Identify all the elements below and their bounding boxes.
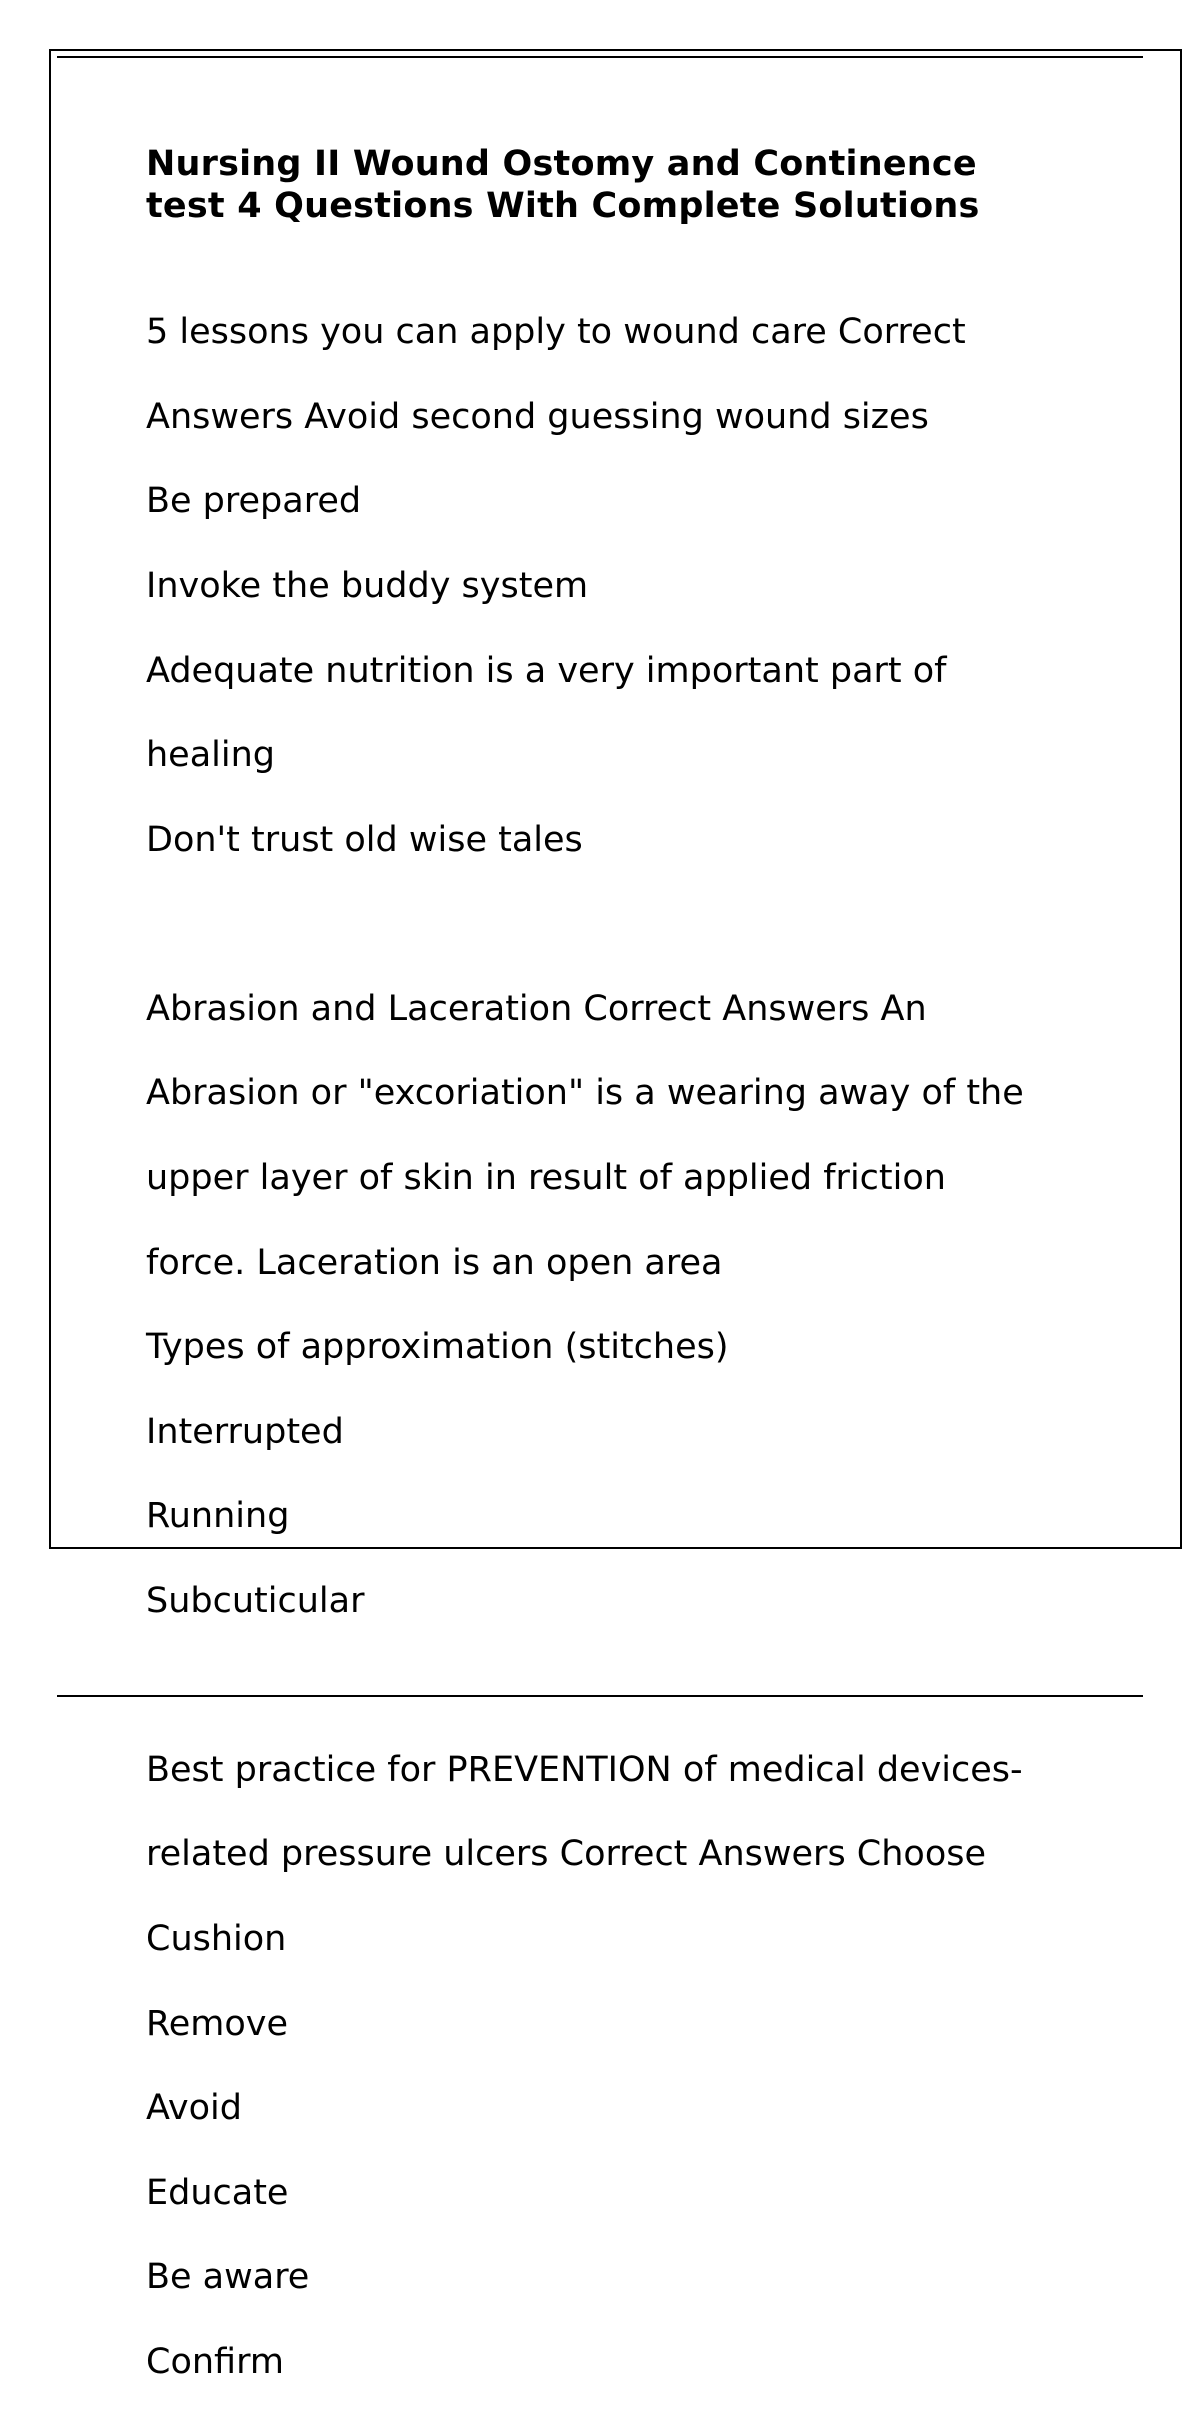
entry-line: upper layer of skin in result of applied friction	[146, 1157, 946, 1198]
entry-line: Types of approximation (stitches)	[146, 1327, 729, 1368]
entry-line: Educate	[146, 2172, 289, 2213]
entry-line: Invoke the buddy system	[146, 566, 589, 607]
document-content	[146, 143, 1086, 2426]
entry-line: Abrasion and Laceration Correct Answers An	[146, 988, 927, 1029]
qa-entry-abrasion-laceration	[146, 945, 1086, 1664]
entry-line: related pressure ulcers Correct Answers Choose	[146, 1834, 987, 1875]
title-line: Nursing II Wound Ostomy and Continence	[146, 144, 977, 184]
document-title	[146, 143, 1086, 227]
entry-line: Be prepared	[146, 481, 362, 522]
entry-line: Remove	[146, 2003, 289, 2044]
entry-line: Be aware	[146, 2257, 310, 2298]
entry-line: healing	[146, 735, 276, 776]
entry-line: Answers Avoid second guessing wound sizes	[146, 396, 929, 437]
entry-line: Subcuticular	[146, 1580, 365, 1621]
qa-entry-device-pressure-ulcers	[146, 1707, 1086, 2426]
entry-line: force. Laceration is an open area	[146, 1242, 723, 1283]
qa-entry-wound-care-lessons	[146, 269, 1086, 903]
entry-line: Interrupted	[146, 1411, 344, 1452]
entry-line: 5 lessons you can apply to wound care Correct	[146, 312, 966, 353]
entry-line: Abrasion or "excoriation" is a wearing away of the	[146, 1073, 1024, 1114]
entry-line: Cushion	[146, 1918, 287, 1959]
title-line: test 4 Questions With Complete Solutions	[146, 186, 980, 226]
entry-line: Don't trust old wise tales	[146, 819, 583, 860]
entry-line: Confirm	[146, 2341, 284, 2382]
entry-line: Adequate nutrition is a very important part of	[146, 650, 947, 691]
entry-line: Avoid	[146, 2088, 242, 2129]
entry-line: Best practice for PREVENTION of medical devices-	[146, 1749, 1023, 1790]
entry-line: Running	[146, 1496, 290, 1537]
bottom-rule	[57, 1695, 1143, 1697]
